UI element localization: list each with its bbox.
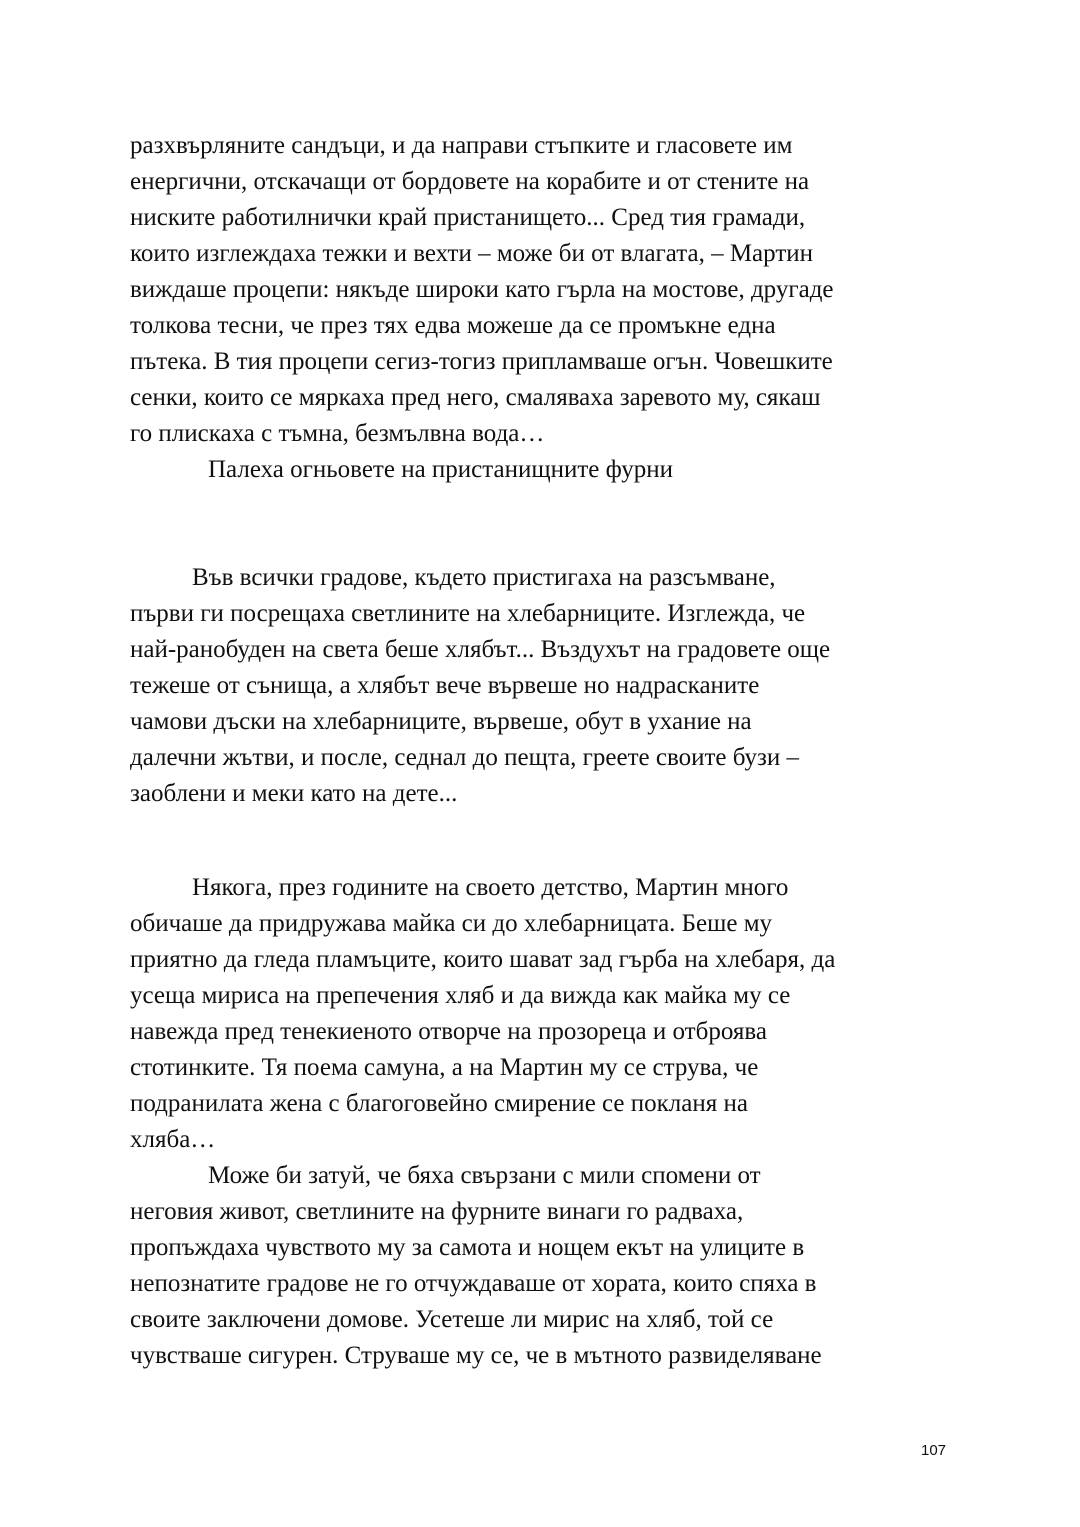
text-line: Някога, през годините на своето детство, Мартин много: [192, 874, 789, 901]
text-line: непознатите градове не го отчуждаваше от хората, които спяха в: [130, 1270, 817, 1297]
text-line: Във всички градове, където пристигаха на разсъмване,: [192, 564, 776, 591]
text-line: Може би затуй, че бяха свързани с мили спомени от: [208, 1162, 761, 1189]
text-line: енергични, отскачащи от бордовете на корабите и от стените на: [130, 168, 810, 195]
page-number: 107: [921, 1442, 947, 1459]
text-line: неговия живот, светлините на фурните винаги го радваха,: [130, 1198, 744, 1225]
text-line: сенки, които се мяркаха пред него, смаляваха заревото му, сякаш: [130, 384, 821, 411]
text-line: го плискаха с тъмна, безмълвна вода…: [130, 420, 545, 447]
text-line: разхвърляните сандъци, и да направи стъпките и гласовете им: [130, 132, 793, 159]
text-line: които изглеждаха тежки и вехти – може би от влагата, – Мартин: [130, 240, 814, 267]
text-line: подранилата жена с благоговейно смирение се покланя на: [130, 1090, 748, 1117]
text-line: пропъждаха чувството му за самота и нощем екът на улиците в: [130, 1234, 805, 1261]
section-heading: Палеха огньовете на пристанищните фурни: [208, 456, 673, 483]
text-line: тежеше от сънища, а хлябът вече вървеше но надрасканите: [130, 672, 760, 699]
text-line: толкова тесни, че през тях едва можеше да се промъкне една: [130, 312, 776, 339]
text-line: заоблени и меки като на дете...: [130, 780, 458, 807]
text-line: най-ранобуден на света беше хлябът... Въздухът на градовете още: [130, 636, 831, 663]
text-line: чамови дъски на хлебарниците, вървеше, обут в ухание на: [130, 708, 752, 735]
text-line: първи ги посрещаха светлините на хлебарниците. Изглежда, че: [130, 600, 806, 627]
text-line: далечни жътви, и после, седнал до пещта, греете своите бузи –: [130, 744, 800, 771]
text-line: обичаше да придружава майка си до хлебарницата. Беше му: [130, 910, 773, 937]
text-line: навежда пред тенекиеното отворче на прозореца и отброява: [130, 1018, 767, 1045]
text-line: ниските работилнички край пристанището... Сред тия грамади,: [130, 204, 806, 231]
text-line: хляба…: [130, 1126, 216, 1153]
text-line: пътека. В тия процепи сегиз-тогиз припламваше огън. Човешките: [130, 348, 833, 375]
text-line: чувстваше сигурен. Струваше му се, че в мътното развиделяване: [130, 1342, 822, 1369]
text-line: приятно да гледа пламъците, които шават зад гърба на хлебаря, да: [130, 946, 836, 973]
text-line: своите заключени домове. Усетеше ли мирис на хляб, той се: [130, 1306, 774, 1333]
text-line: виждаше процепи: някъде широки като гърла на мостове, другаде: [130, 276, 834, 303]
text-line: стотинките. Тя поема самуна, а на Мартин му се струва, че: [130, 1054, 759, 1081]
text-line: усеща мириса на препечения хляб и да вижда как майка му се: [130, 982, 791, 1009]
